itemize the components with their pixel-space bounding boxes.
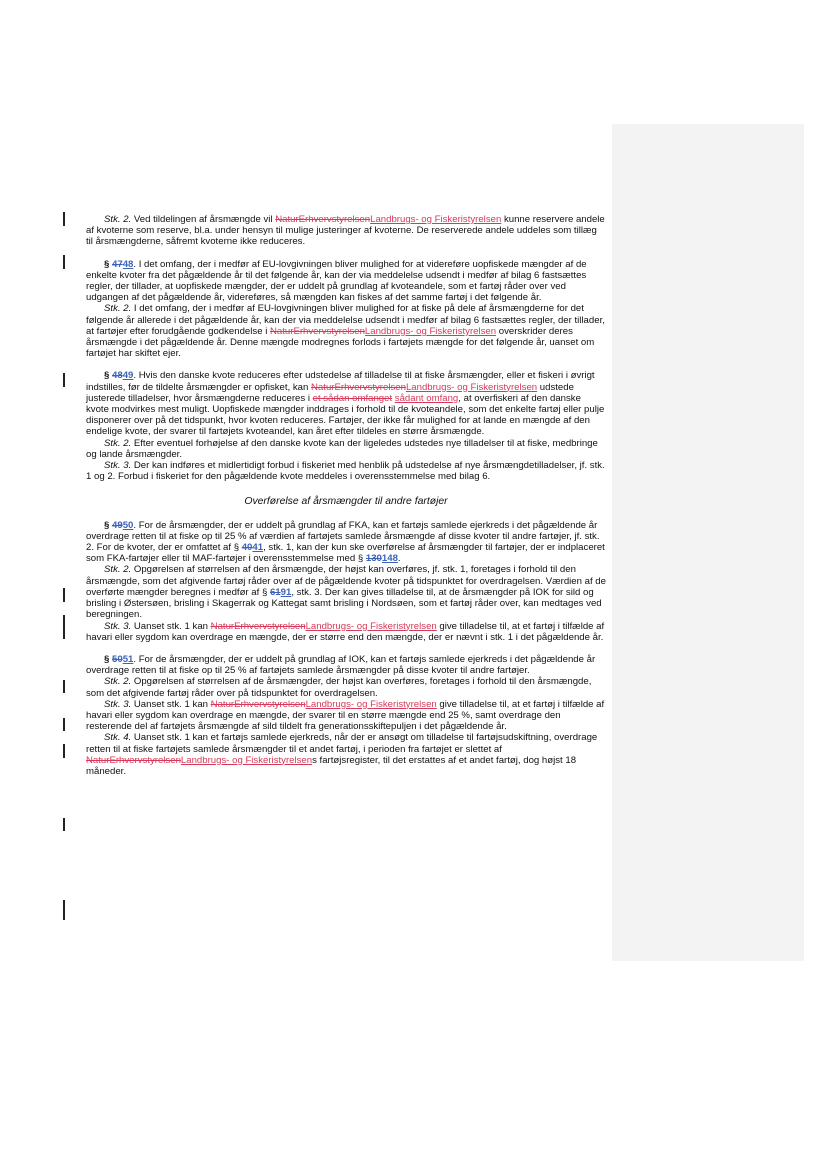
- inserted-text: Landbrugs- og Fiskeristyrelsen: [405, 381, 538, 393]
- section-50: § 4950. For de årsmængder, der er uddelt på grundlag af FKA, kan et fartøjs samlede ejerkreds i det pågældende år overdrage retten til at fiske op til 25 % af værdien af fartøjets samlede årsmængde af disse kvoter til andre fartøjer, jf. stk. 2. For de kvoter, der er omfattet af § 4041, stk. 1, kan der kun ske overførelse af årsmængder til fartøjer, der er indplaceret som FKA-fartøjer eller til MAF-fartøjer i overensstemmelse med § 130148. Stk. 2. Opgørelsen af størrelsen af den årsmængde, der højst kan overføres, jf. stk. 1, foretages i forhold til den årsmængde, som det afgivende fartøj råder over af de pågældende kvoter på tidspunktet for overdragelsen. Værdien af de overførte mængder beregnes i medfør af § 6191, stk. 3. Der kan gives tilladelse til, at de årsmængder på IOK for sild og brisling i Østersøen, brisling i Skagerrak og Kattegat samt brisling i Nordsøen, som et fartøj råder over, kan medtages ved beregningen. Stk. 3. Uanset stk. 1 kan NaturErhvervstyrelsenLandbrugs- og Fiskeristyrelsen give tilladelse til, at et fartøj i tilfælde af havari eller sygdom kan overdrage en mængde, der er større end den mængde, der er nævnt i stk. 1 i det pågældende år.: [86, 519, 606, 643]
- inserted-reference: 91: [280, 586, 292, 598]
- deleted-text: NaturErhvervstyrelsen: [275, 214, 371, 225]
- change-bar: [63, 744, 65, 758]
- change-bar: [63, 588, 65, 602]
- inserted-text: Landbrugs- og Fiskeristyrelsen: [370, 214, 502, 225]
- inserted-section-number: 51: [122, 653, 134, 665]
- deleted-reference: 61: [269, 586, 281, 598]
- deleted-text: et sådan omfanget: [312, 392, 393, 404]
- change-bar: [63, 615, 65, 639]
- inserted-text: Landbrugs- og Fiskeristyrelsen: [180, 754, 313, 766]
- section-48: § 4748. I det omfang, der i medfør af EU-lovgivningen bliver mulighed for at videreføre uopfiskede mængder af de enkelte kvoter fra det pågældende år til det følgende år, kan der via meddelelse udsendt i medfør af bilag 6 fastsættes regler, der tillader, at uopfiskede mængder, der er uddelt på grundlag af kvoteandele, som et fartøj råder over ved udgangen af det pågældende år, videreføres, så mængden kan fiskes af det samme fartøj i det følgende år. Stk. 2. I det omfang, der i medfør af EU-lovgivningen bliver mulighed for at fiske på dele af årsmængderne for det følgende år allerede i det pågældende år, kan der via meddelelse udsendt i medfør af bilag 6 fastsættes regler, der tillader, at fartøjer efter forudgående godkendelse i NaturErhvervstyrelsenLandbrugs- og Fiskeristyrelsen overskrider deres årsmængde i det pågældende år. Denne mængde modregnes forlods i fartøjets mængde for det følgende år, uanset om fartøjet har skiftet ejer.: [86, 258, 605, 360]
- deleted-text: NaturErhvervstyrelsen: [311, 381, 406, 393]
- paragraph-stk2-tildeling: Stk. 2. Ved tildelingen af årsmængde vil NaturErhvervstyrelsenLandbrugs- og Fiskeristyrelsen kunne reservere andele af kvoterne som reserve, bl.a. under hensyn til mulige justeringer af kvoterne. De reserverede andele uddeles som tillæg til årsmængderne, såfremt kvoterne ikke reduceres.: [86, 214, 605, 248]
- document-body: [86, 214, 606, 788]
- comment-margin-panel: [612, 124, 804, 961]
- section-51: § 5051. For de årsmængder, der er uddelt på grundlag af IOK, kan et fartøjs samlede ejerkreds i det pågældende år overdrage retten til at fiske op til 25 % af fartøjets samlede årsmængder på disse kvoter til andre fartøjer. Stk. 2. Opgørelsen af størrelsen af de årsmængder, der højst kan overføres, foretages i forhold til den årsmængde, som det afgivende fartøj råder over på tidspunktet for overdragelsen. Stk. 3. Uanset stk. 1 kan NaturErhvervstyrelsenLandbrugs- og Fiskeristyrelsen give tilladelse til, at et fartøj i tilfælde af havari eller sygdom kan overdrage en mængde, der svarer til en større mængde end 25 %, samt overdrage den resterende del af fartøjets årsmængde af sild tildelt fra generationsskiftepuljen i det pågældende år. Stk. 4. Uanset stk. 1 kan et fartøjs samlede ejerkreds, når der er ansøgt om tilladelse til fartøjsudskiftning, overdrage retten til at fiske fartøjets samlede årsmængder til et andet fartøj, i perioden fra fartøjet er slettet af NaturErhvervstyrelsenLandbrugs- og Fiskeristyrelsens fartøjsregister, til det erstattes af et andet fartøj, dog højst 18 måneder.: [86, 653, 605, 777]
- change-bar: [63, 900, 65, 920]
- deleted-section-number: 50: [112, 653, 123, 665]
- inserted-section-number: 49: [122, 370, 134, 382]
- section-49: § 4849. Hvis den danske kvote reduceres efter udstedelse af tilladelse til at fiske årsmængder, eller et fiskeri i øvrigt indstilles, før de tildelte årsmængder er opfisket, kan NaturErhvervstyrelsenLandbrugs- og Fiskeristyrelsen udstede justerede tilladelser, hvor årsmængderne reduceres i et sådan omfanget sådant omfang, at overfiskeri af den danske kvote modvirkes mest muligt. Uopfiskede mængder inddrages i forhold til de kvoteandele, som det enkelte fartøj eller pulje disponerer over på det tidspunkt, hvor kvoten reduceres. Fartøjer, der ikke får mulighed for at lande en mængde af den endelige kvote, der svarer til fartøjets kvoteandel, kan året efter tildeles en større årsmængde. Stk. 2. Efter eventuel forhøjelse af den danske kvote kan der ligeledes udstedes nye tilladelser til at fiske, medbringe og lande årsmængder. Stk. 3. Der kan indføres et midlertidigt forbud i fiskeriet med henblik på udstedelse af nye årsmængdetilladelser, jf. stk. 1 og 2. Forbud i fiskeriet for den pågældende kvote meddeles i overensstemmelse med bilag 6.: [86, 370, 605, 483]
- deleted-text: NaturErhvervstyrelsen: [86, 754, 181, 766]
- inserted-reference: 41: [252, 542, 264, 554]
- deleted-reference: 130: [365, 553, 382, 565]
- inserted-section-number: 48: [122, 258, 134, 270]
- deleted-text: NaturErhvervstyrelsen: [210, 698, 306, 710]
- change-bar: [63, 255, 65, 269]
- change-bar: [63, 680, 65, 693]
- section-heading: Overførelse af årsmængder til andre fartøjer: [244, 496, 448, 508]
- inserted-reference: 148: [381, 553, 398, 565]
- inserted-text: Landbrugs- og Fiskeristyrelsen: [364, 325, 497, 337]
- deleted-reference: 40: [241, 542, 253, 554]
- deleted-text: NaturErhvervstyrelsen: [210, 620, 306, 632]
- deleted-text: NaturErhvervstyrelsen: [270, 325, 365, 337]
- change-bar: [63, 373, 65, 387]
- inserted-section-number: 50: [122, 519, 134, 531]
- inserted-text: Landbrugs- og Fiskeristyrelsen: [305, 698, 437, 710]
- deleted-section-number: 48: [112, 370, 123, 382]
- inserted-text: Landbrugs- og Fiskeristyrelsen: [305, 620, 437, 632]
- deleted-section-number: 47: [112, 258, 123, 270]
- change-bar: [63, 212, 65, 226]
- inserted-text: sådant omfang: [394, 392, 459, 404]
- change-bar: [63, 718, 65, 731]
- deleted-section-number: 49: [112, 519, 123, 531]
- change-bar: [63, 818, 65, 831]
